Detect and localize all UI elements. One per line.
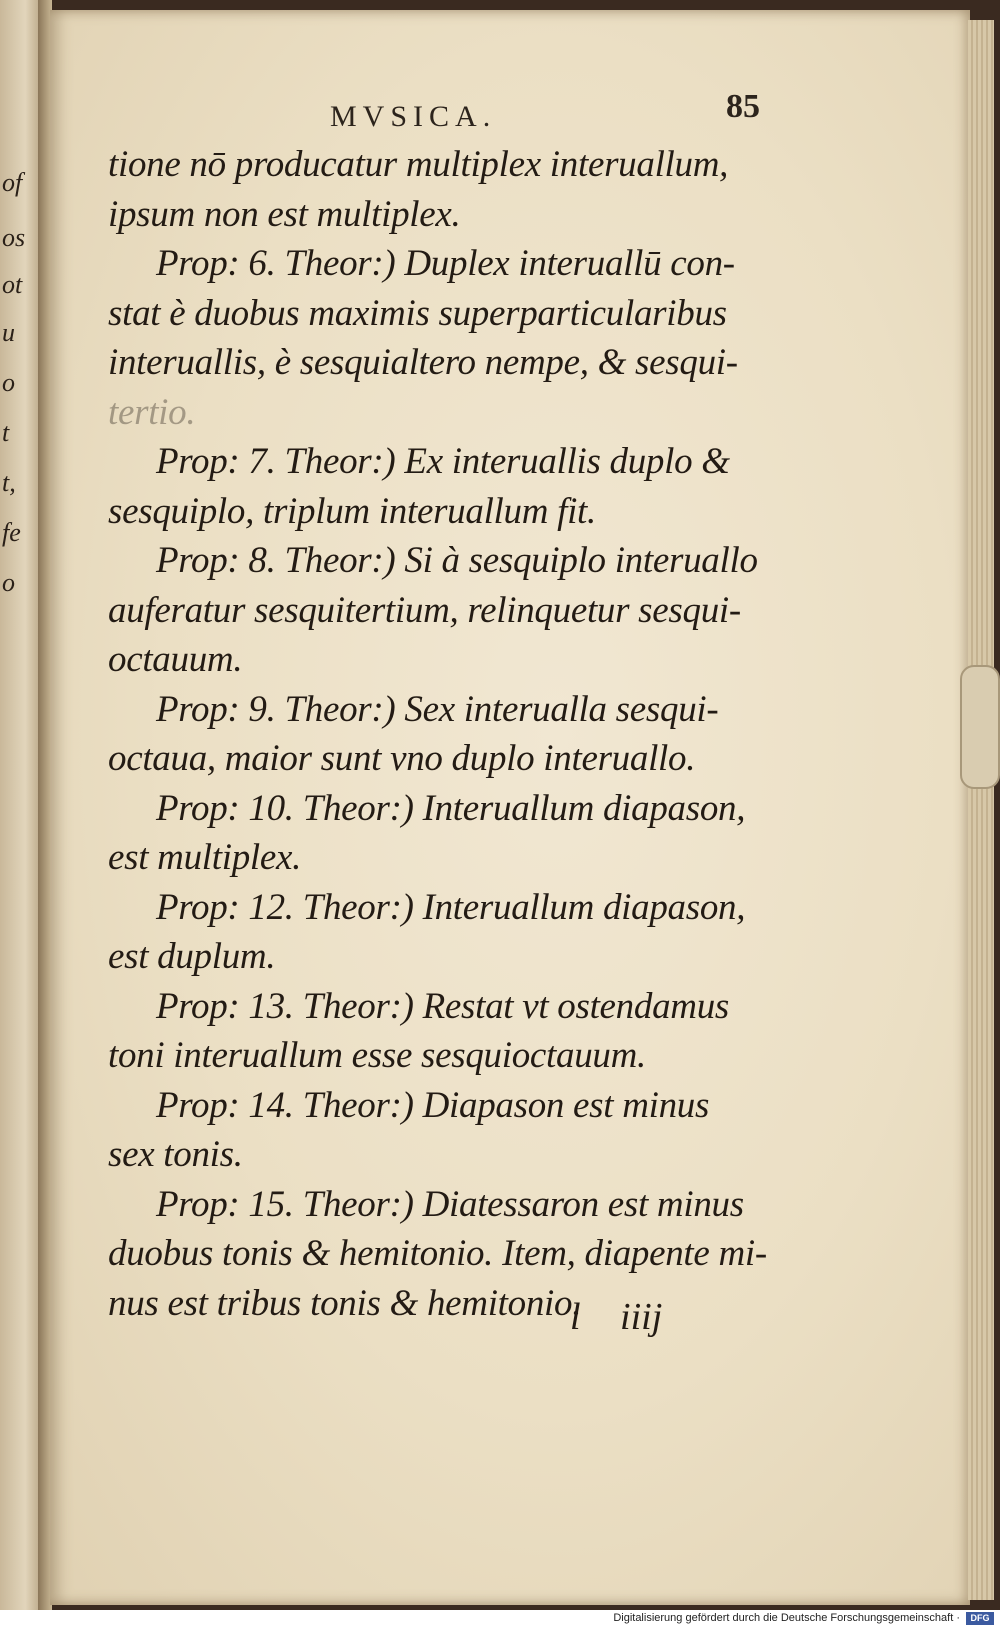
text-line: est multiplex. (108, 837, 302, 878)
bookmark-tab (960, 665, 1000, 789)
text-line: tertio. (108, 391, 196, 433)
text-line: interuallis, è sesquialtero nempe, & sesqui- (108, 342, 738, 383)
text-line: Prop: 10. Theor:) Interuallum diapason, (156, 787, 746, 829)
text-line: Prop: 13. Theor:) Restat vt ostendamus (156, 985, 729, 1027)
text-line: nus est tribus tonis & hemitonio. (108, 1282, 582, 1324)
text-line: Prop: 14. Theor:) Diapason est minus (156, 1084, 710, 1126)
left-margin-fragment: u (2, 318, 15, 347)
signature-mark: l iiij (570, 1296, 663, 1338)
left-margin-fragment: o (2, 368, 15, 397)
text-line: auferatur sesquitertium, relinquetur sesqui- (108, 589, 741, 631)
body-text (108, 140, 788, 1328)
text-line: est duplum. (108, 936, 276, 977)
text-line: Prop: 6. Theor:) Duplex interuallū con- (156, 243, 735, 284)
left-margin-fragment: of (2, 168, 23, 197)
text-line: Prop: 9. Theor:) Sex interualla sesqui- (156, 688, 719, 730)
text-line: ipsum non est multiplex. (108, 193, 461, 235)
text-line: tione nō producatur multiplex interuallum, (108, 144, 729, 185)
page-edge-stack (968, 20, 994, 1600)
footer-credit-text: Digitalisierung gefördert durch die Deutsche Forschungsgemeinschaft · (613, 1612, 960, 1624)
text-line: duobus tonis & hemitonio. Item, diapente mi- (108, 1233, 767, 1274)
page-number: 85 (726, 88, 760, 125)
left-margin-fragment: o (2, 568, 15, 597)
left-margin-fragment: t, (2, 468, 16, 497)
text-line: sex tonis. (108, 1134, 243, 1175)
left-margin-fragment: fe (2, 518, 21, 547)
text-line: octauum. (108, 639, 243, 680)
text-line: Prop: 8. Theor:) Si à sesquiplo interuallo (156, 540, 758, 581)
text-line: Prop: 15. Theor:) Diatessaron est minus (156, 1183, 744, 1225)
left-margin-fragment: os (2, 223, 26, 252)
text-line: Prop: 12. Theor:) Interuallum diapason, (156, 886, 746, 928)
left-margin-fragment: ot (2, 270, 23, 299)
text-line: stat è duobus maximis superparticularibus (108, 292, 727, 334)
left-page-margin (0, 0, 42, 1610)
text-line: octaua, maior sunt vno duplo interuallo. (108, 738, 696, 779)
text-line: sesquiplo, triplum interuallum fit. (108, 490, 596, 532)
dfg-logo: DFG (966, 1612, 994, 1625)
digitization-footer (0, 1610, 1000, 1628)
text-line: toni interuallum esse sesquioctauum. (108, 1035, 646, 1076)
left-margin-fragment: t (2, 418, 10, 447)
text-line: Prop: 7. Theor:) Ex interuallis duplo & (156, 441, 730, 482)
running-head: MVSICA. (330, 100, 497, 133)
